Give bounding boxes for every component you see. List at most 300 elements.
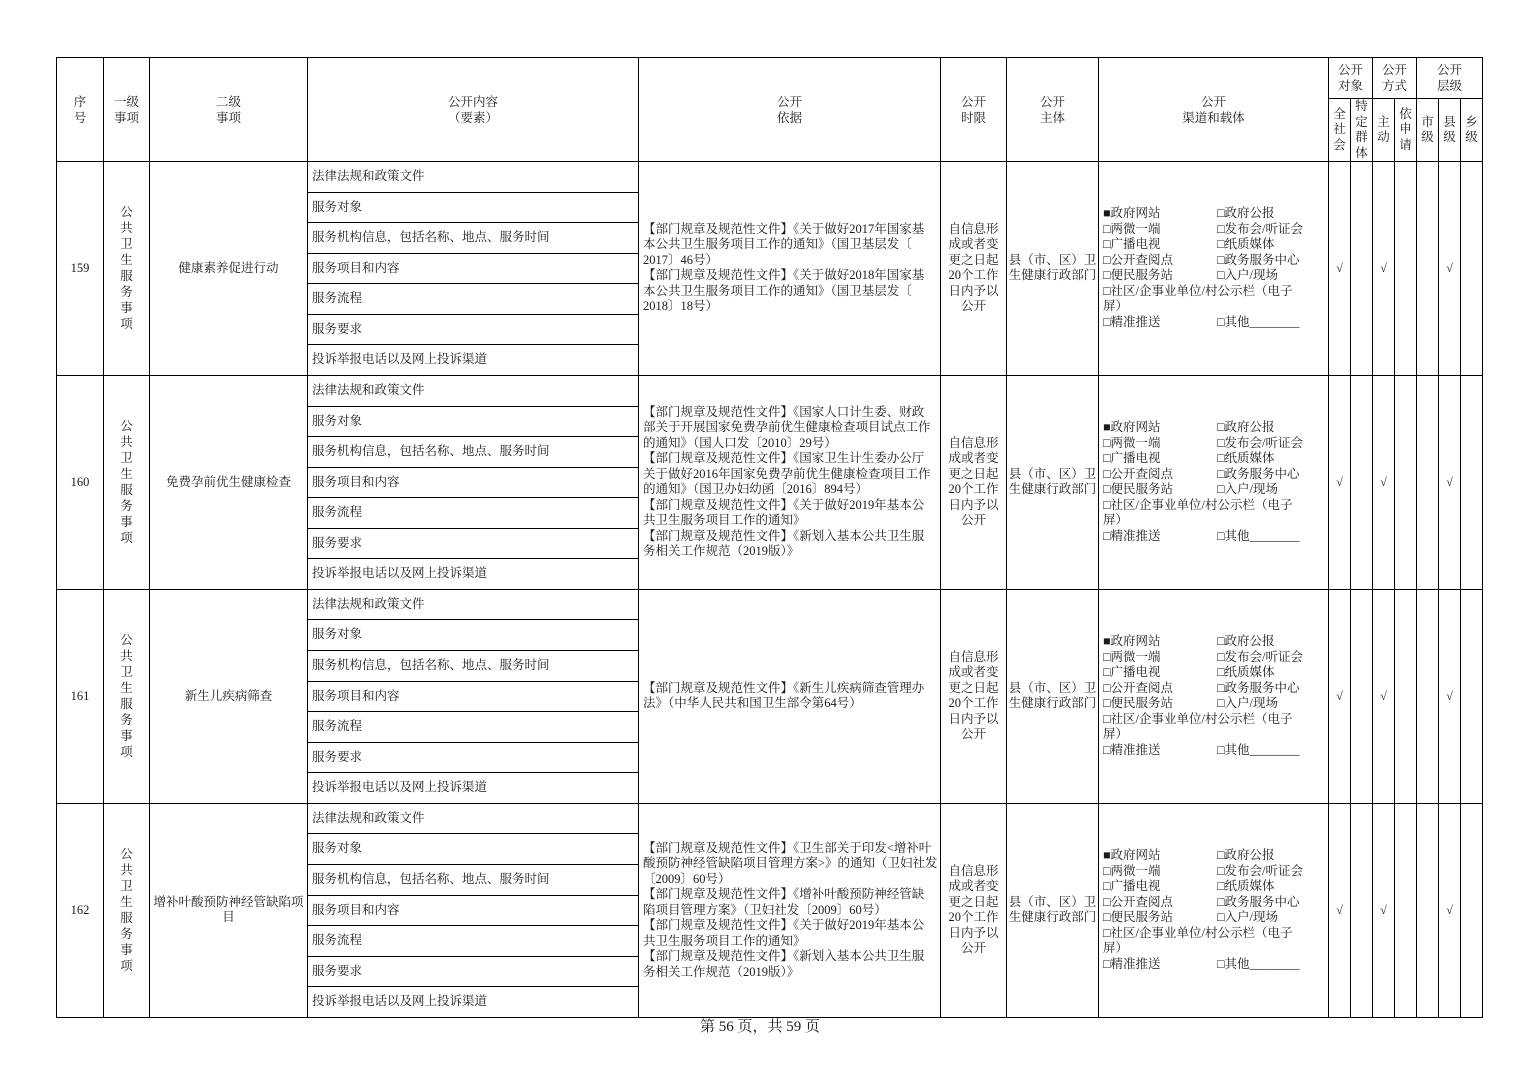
header-township-level xyxy=(1461,99,1483,162)
header-scope-line: 公开 xyxy=(1436,63,1462,77)
content-item xyxy=(308,498,639,529)
check-mark: √ xyxy=(1446,688,1453,703)
subject-line: 县（市、区）卫 xyxy=(1008,680,1097,695)
basis-cell xyxy=(639,804,941,1018)
content-item xyxy=(308,345,639,376)
basis-text-line: 【部门规章及规范性文件】《关于做好2019年基本公 xyxy=(643,497,925,512)
header-city-level xyxy=(1417,99,1439,162)
channel-option: □广播电视 xyxy=(1103,879,1161,894)
disclosure-table xyxy=(56,57,1483,1018)
channel-option: □政务服务中心 xyxy=(1217,466,1300,481)
channel-line xyxy=(1103,957,1300,973)
time-limit-line: 20个工作 xyxy=(948,482,999,497)
time-limit-line: 日内予以 xyxy=(948,283,999,298)
content-item xyxy=(308,743,639,774)
channel-option: □政务服务中心 xyxy=(1217,680,1300,695)
content-item-label: 服务项目和内容 xyxy=(312,260,400,275)
channel-option: 屏） xyxy=(1103,299,1129,314)
channel-option: □政府公报 xyxy=(1217,206,1275,221)
time-limit-cell xyxy=(941,804,1007,1018)
channel-option: □入户/现场 xyxy=(1217,268,1279,283)
header-seq-line: 号 xyxy=(73,110,87,125)
basis-text-line: 【部门规章及规范性文件】《卫生部关于印发<增补叶 xyxy=(643,840,932,855)
content-item xyxy=(308,193,639,224)
check-mark: √ xyxy=(1380,474,1387,489)
subject-line: 生健康行政部门 xyxy=(1008,482,1097,497)
content-item-label: 法律法规和政策文件 xyxy=(312,169,425,184)
basis-text-line: 部关于开展国家免费孕前优生健康检查项目试点工作 xyxy=(643,420,931,435)
basis-text-line: 关于做好2016年国家免费孕前优生健康检查项目工作 xyxy=(643,466,931,481)
channel-option: □政务服务中心 xyxy=(1217,894,1300,909)
channel-line xyxy=(1103,315,1300,331)
header-channel-line: 公开 xyxy=(1200,94,1226,109)
level1-label: 公共卫生服务事项 xyxy=(120,633,133,760)
header-target-group xyxy=(1329,58,1373,99)
channel-option: □两微一端 xyxy=(1103,435,1161,450)
channel-line xyxy=(1103,712,1293,728)
row-seq-number: 159 xyxy=(70,260,90,275)
content-item xyxy=(308,407,639,438)
header-scope-line: 层级 xyxy=(1436,79,1462,93)
content-item-label: 服务要求 xyxy=(312,963,363,978)
channel-line xyxy=(1103,253,1300,269)
header-content-line: 公开内容 xyxy=(447,94,498,109)
channel-line xyxy=(1103,436,1303,452)
channel-option: □其他________ xyxy=(1217,528,1300,543)
content-item-label: 服务要求 xyxy=(312,749,363,764)
content-item xyxy=(308,773,639,804)
header-method-line: 公开 xyxy=(1381,63,1407,77)
check-mark: √ xyxy=(1380,260,1387,275)
time-limit-line: 日内予以 xyxy=(948,711,999,726)
time-limit-line: 更之日起 xyxy=(948,894,999,909)
header-specific-group-label: 特定群体 xyxy=(1355,99,1368,160)
time-limit-line: 20个工作 xyxy=(948,268,999,283)
content-item-label: 服务对象 xyxy=(312,841,363,856)
basis-text-line: 【部门规章及规范性文件】《新生儿疾病筛查管理办 xyxy=(643,680,925,695)
channel-option: □便民服务站 xyxy=(1103,696,1174,711)
mark-on-request xyxy=(1395,162,1417,376)
channel-line xyxy=(1103,420,1275,436)
mark-active xyxy=(1373,162,1395,376)
level2-cell xyxy=(150,804,308,1018)
level1-cell xyxy=(104,590,150,804)
row-seq-cell xyxy=(57,804,104,1018)
channel-option: □精准推送 xyxy=(1103,742,1161,757)
content-item xyxy=(308,559,639,590)
check-mark: √ xyxy=(1336,688,1343,703)
content-item xyxy=(308,284,639,315)
basis-text-line: 务相关工作规范（2019版）》 xyxy=(643,544,800,559)
basis-text-line: 【部门规章及规范性文件】《关于做好2018年国家基 xyxy=(643,268,925,283)
level1-label: 公共卫生服务事项 xyxy=(120,419,133,546)
subject-line: 生健康行政部门 xyxy=(1008,696,1097,711)
header-city-level-label: 市级 xyxy=(1421,114,1434,144)
level2-label-line: 目 xyxy=(222,910,235,925)
level2-label-line: 健康素养促进行动 xyxy=(178,260,279,275)
content-item-label: 服务项目和内容 xyxy=(312,688,400,703)
header-channel xyxy=(1099,58,1329,162)
mark-all-society xyxy=(1329,162,1351,376)
header-time-limit-line: 时限 xyxy=(960,110,986,125)
channel-line xyxy=(1103,650,1303,666)
channel-line xyxy=(1103,727,1128,743)
basis-text-line: 的通知》（国人口发〔2010〕29号） xyxy=(643,435,837,450)
channel-option: □政务服务中心 xyxy=(1217,252,1300,267)
content-item xyxy=(308,223,639,254)
header-basis-line: 公开 xyxy=(776,94,802,109)
time-limit-cell xyxy=(941,162,1007,376)
channel-option: □便民服务站 xyxy=(1103,910,1174,925)
content-item xyxy=(308,712,639,743)
channel-line xyxy=(1103,910,1278,926)
level1-label: 公共卫生服务事项 xyxy=(120,847,133,974)
mark-county-level xyxy=(1439,590,1461,804)
subject-line: 县（市、区）卫 xyxy=(1008,252,1097,267)
mark-active xyxy=(1373,590,1395,804)
mark-township-level xyxy=(1461,590,1483,804)
channel-option: □入户/现场 xyxy=(1217,910,1279,925)
content-item xyxy=(308,987,639,1018)
header-township-level-label: 乡级 xyxy=(1465,114,1478,144)
level2-cell xyxy=(150,376,308,590)
page-footer: 第 56 页，共 59 页 xyxy=(699,1019,820,1035)
basis-cell xyxy=(639,162,941,376)
mark-county-level xyxy=(1439,376,1461,590)
mark-on-request xyxy=(1395,376,1417,590)
header-subject xyxy=(1007,58,1099,162)
channel-cell xyxy=(1099,162,1329,376)
header-level2-line: 事项 xyxy=(215,110,241,125)
header-basis xyxy=(639,58,941,162)
channel-option: ■政府网站 xyxy=(1103,848,1161,863)
header-seq-line: 序 xyxy=(73,94,87,109)
content-item xyxy=(308,590,639,621)
channel-option: □广播电视 xyxy=(1103,665,1161,680)
content-item-label: 投诉举报电话以及网上投诉渠道 xyxy=(312,566,488,581)
mark-all-society xyxy=(1329,804,1351,1018)
time-limit-line: 成或者变 xyxy=(948,879,999,894)
time-limit-line: 成或者变 xyxy=(948,665,999,680)
mark-township-level xyxy=(1461,804,1483,1018)
content-item xyxy=(308,529,639,560)
mark-city-level xyxy=(1417,162,1439,376)
mark-all-society xyxy=(1329,376,1351,590)
channel-option: ■政府网站 xyxy=(1103,420,1161,435)
channel-option: ■政府网站 xyxy=(1103,634,1161,649)
content-item-label: 服务项目和内容 xyxy=(312,902,400,917)
mark-township-level xyxy=(1461,376,1483,590)
channel-line xyxy=(1103,451,1275,467)
header-seq xyxy=(57,58,104,162)
channel-option: □其他________ xyxy=(1217,314,1300,329)
channel-line xyxy=(1103,284,1293,300)
time-limit-line: 公开 xyxy=(960,941,986,956)
channel-option: □入户/现场 xyxy=(1217,696,1279,711)
channel-line xyxy=(1103,268,1278,284)
header-content-line: （要素） xyxy=(447,110,498,125)
header-all-society xyxy=(1329,99,1351,162)
check-mark: √ xyxy=(1380,688,1387,703)
channel-option: □发布会/听证会 xyxy=(1217,863,1304,878)
channel-cell xyxy=(1099,590,1329,804)
time-limit-cell xyxy=(941,590,1007,804)
header-subject-line: 主体 xyxy=(1039,110,1065,125)
content-item-label: 法律法规和政策文件 xyxy=(312,810,425,825)
header-time-limit xyxy=(941,58,1007,162)
basis-text-line: 【部门规章及规范性文件】《增补叶酸预防神经管缺 xyxy=(643,887,925,902)
channel-line xyxy=(1103,665,1275,681)
subject-line: 生健康行政部门 xyxy=(1008,268,1097,283)
level1-cell xyxy=(104,376,150,590)
content-item-label: 服务流程 xyxy=(312,933,363,948)
mark-county-level xyxy=(1439,162,1461,376)
basis-cell xyxy=(639,376,941,590)
channel-line xyxy=(1103,895,1300,911)
content-item-label: 投诉举报电话以及网上投诉渠道 xyxy=(312,780,488,795)
mark-specific-group xyxy=(1351,590,1373,804)
channel-option: □公开查阅点 xyxy=(1103,680,1174,695)
header-time-limit-line: 公开 xyxy=(960,94,986,109)
channel-line xyxy=(1103,941,1128,957)
channel-option: □社区/企事业单位/村公示栏（电子 xyxy=(1103,283,1293,298)
channel-line xyxy=(1103,634,1275,650)
channel-line xyxy=(1103,513,1128,529)
channel-line xyxy=(1103,926,1293,942)
channel-line xyxy=(1103,848,1275,864)
header-method-group xyxy=(1373,58,1417,99)
channel-option: □两微一端 xyxy=(1103,649,1161,664)
channel-option: □广播电视 xyxy=(1103,451,1161,466)
check-mark: √ xyxy=(1446,260,1453,275)
content-item xyxy=(308,254,639,285)
header-scope-group xyxy=(1417,58,1483,99)
content-item-label: 服务对象 xyxy=(312,413,363,428)
basis-text-line: 2017〕46号） xyxy=(643,252,719,267)
basis-text-line: 务相关工作规范（2019版）》 xyxy=(643,964,800,979)
header-level2-line: 二级 xyxy=(215,94,241,109)
header-target-line: 公开 xyxy=(1337,63,1363,77)
basis-text-line: 【部门规章及规范性文件】《关于做好2017年国家基 xyxy=(643,221,925,236)
time-limit-line: 自信息形 xyxy=(948,649,999,664)
basis-text-line: 2018〕18号） xyxy=(643,299,719,314)
channel-line xyxy=(1103,222,1303,238)
header-basis-line: 依据 xyxy=(776,110,802,125)
basis-text-line: 本公共卫生服务项目工作的通知》（国卫基层发〔 xyxy=(643,283,912,298)
level2-cell xyxy=(150,590,308,804)
mark-township-level xyxy=(1461,162,1483,376)
time-limit-cell xyxy=(941,376,1007,590)
channel-option: □广播电视 xyxy=(1103,237,1161,252)
basis-text-line: 酸预防神经管缺陷项目管理方案>》的通知（卫妇社发 xyxy=(643,856,938,871)
channel-option: □纸质媒体 xyxy=(1217,879,1275,894)
content-item xyxy=(308,865,639,896)
level2-label-line: 新生儿疾病筛查 xyxy=(184,688,273,703)
content-item-label: 法律法规和政策文件 xyxy=(312,382,425,397)
level1-cell xyxy=(104,162,150,376)
channel-line xyxy=(1103,467,1300,483)
content-item-label: 服务流程 xyxy=(312,505,363,520)
subject-line: 县（市、区）卫 xyxy=(1008,894,1097,909)
content-item xyxy=(308,896,639,927)
content-item xyxy=(308,315,639,346)
channel-line xyxy=(1103,299,1128,315)
mark-on-request xyxy=(1395,590,1417,804)
mark-city-level xyxy=(1417,590,1439,804)
time-limit-line: 20个工作 xyxy=(948,910,999,925)
check-mark: √ xyxy=(1336,902,1343,917)
check-mark: √ xyxy=(1446,902,1453,917)
mark-city-level xyxy=(1417,804,1439,1018)
mark-specific-group xyxy=(1351,376,1373,590)
mark-specific-group xyxy=(1351,804,1373,1018)
row-seq-cell xyxy=(57,162,104,376)
channel-option: □发布会/听证会 xyxy=(1217,435,1304,450)
channel-option: □其他________ xyxy=(1217,956,1300,971)
basis-text-line: 【部门规章及规范性文件】《国家人口计生委、财政 xyxy=(643,404,925,419)
header-level2 xyxy=(150,58,308,162)
channel-option: □发布会/听证会 xyxy=(1217,649,1304,664)
channel-line xyxy=(1103,743,1300,759)
basis-text-line: 【部门规章及规范性文件】《关于做好2019年基本公 xyxy=(643,918,925,933)
header-level1-line: 事项 xyxy=(113,110,139,125)
channel-line xyxy=(1103,864,1303,880)
content-item-label: 服务对象 xyxy=(312,627,363,642)
channel-option: □政府公报 xyxy=(1217,634,1275,649)
header-specific-group xyxy=(1351,99,1373,162)
mark-city-level xyxy=(1417,376,1439,590)
header-level1-line: 一级 xyxy=(113,94,139,109)
subject-line: 生健康行政部门 xyxy=(1008,910,1097,925)
content-item xyxy=(308,651,639,682)
content-item xyxy=(308,682,639,713)
content-item-label: 服务要求 xyxy=(312,321,363,336)
mark-county-level xyxy=(1439,804,1461,1018)
channel-option: □社区/企事业单位/村公示栏（电子 xyxy=(1103,497,1293,512)
content-item xyxy=(308,804,639,835)
header-active-label: 主动 xyxy=(1377,114,1390,144)
content-item-label: 服务机构信息，包括名称、地点、服务时间 xyxy=(312,871,550,886)
level2-cell xyxy=(150,162,308,376)
level1-cell xyxy=(104,804,150,1018)
level1-label: 公共卫生服务事项 xyxy=(120,205,133,332)
basis-text-line: 陷项目管理方案》（卫妇社发〔2009〕60号） xyxy=(643,902,887,917)
channel-option: □社区/企事业单位/村公示栏（电子 xyxy=(1103,711,1293,726)
subject-cell xyxy=(1007,590,1099,804)
header-county-level-label: 县级 xyxy=(1443,114,1456,144)
row-seq-number: 161 xyxy=(70,688,90,703)
channel-option: □精准推送 xyxy=(1103,528,1161,543)
channel-option: □发布会/听证会 xyxy=(1217,221,1304,236)
header-active xyxy=(1373,99,1395,162)
content-item-label: 投诉举报电话以及网上投诉渠道 xyxy=(312,352,488,367)
content-item-label: 服务对象 xyxy=(312,199,363,214)
basis-text-line: 【部门规章及规范性文件】《新划入基本公共卫生服 xyxy=(643,949,925,964)
mark-on-request xyxy=(1395,804,1417,1018)
basis-text-line: 的通知》（国卫办妇幼函〔2016〕894号） xyxy=(643,482,869,497)
header-target-line: 对象 xyxy=(1337,79,1363,93)
header-on-request xyxy=(1395,99,1417,162)
time-limit-line: 更之日起 xyxy=(948,252,999,267)
content-item-label: 服务机构信息，包括名称、地点、服务时间 xyxy=(312,230,550,245)
subject-cell xyxy=(1007,376,1099,590)
mark-specific-group xyxy=(1351,162,1373,376)
header-content xyxy=(308,58,639,162)
channel-option: □公开查阅点 xyxy=(1103,252,1174,267)
time-limit-line: 日内予以 xyxy=(948,497,999,512)
time-limit-line: 自信息形 xyxy=(948,435,999,450)
content-item-label: 服务机构信息，包括名称、地点、服务时间 xyxy=(312,444,550,459)
channel-line xyxy=(1103,696,1278,712)
row-seq-number: 160 xyxy=(70,474,90,489)
header-method-line: 方式 xyxy=(1381,79,1407,93)
channel-line xyxy=(1103,879,1275,895)
time-limit-line: 成或者变 xyxy=(948,237,999,252)
channel-line xyxy=(1103,482,1278,498)
check-mark: √ xyxy=(1336,260,1343,275)
channel-option: □便民服务站 xyxy=(1103,268,1174,283)
channel-option: □便民服务站 xyxy=(1103,482,1174,497)
basis-text-line: 〔2009〕60号） xyxy=(643,871,731,886)
subject-cell xyxy=(1007,804,1099,1018)
time-limit-line: 20个工作 xyxy=(948,696,999,711)
header-county-level xyxy=(1439,99,1461,162)
channel-option: □两微一端 xyxy=(1103,221,1161,236)
subject-cell xyxy=(1007,162,1099,376)
time-limit-line: 日内予以 xyxy=(948,925,999,940)
content-item-label: 服务项目和内容 xyxy=(312,474,400,489)
channel-option: □政府公报 xyxy=(1217,420,1275,435)
content-item xyxy=(308,376,639,407)
channel-option: □其他________ xyxy=(1217,742,1300,757)
channel-option: □精准推送 xyxy=(1103,956,1161,971)
content-item-label: 服务流程 xyxy=(312,291,363,306)
mark-active xyxy=(1373,376,1395,590)
mark-all-society xyxy=(1329,590,1351,804)
channel-option: □两微一端 xyxy=(1103,863,1161,878)
channel-line xyxy=(1103,681,1300,697)
basis-text-line: 【部门规章及规范性文件】《国家卫生计生委办公厅 xyxy=(643,451,925,466)
time-limit-line: 自信息形 xyxy=(948,221,999,236)
channel-option: 屏） xyxy=(1103,727,1129,742)
channel-option: □纸质媒体 xyxy=(1217,237,1275,252)
channel-option: ■政府网站 xyxy=(1103,206,1161,221)
basis-text-line: 共卫生服务项目工作的通知》 xyxy=(643,513,806,528)
header-all-society-label: 全社会 xyxy=(1333,106,1346,152)
time-limit-line: 成或者变 xyxy=(948,451,999,466)
time-limit-line: 公开 xyxy=(960,513,986,528)
channel-option: □纸质媒体 xyxy=(1217,451,1275,466)
time-limit-line: 公开 xyxy=(960,299,986,314)
content-item xyxy=(308,957,639,988)
time-limit-line: 自信息形 xyxy=(948,863,999,878)
channel-option: 屏） xyxy=(1103,513,1129,528)
basis-cell xyxy=(639,590,941,804)
mark-active xyxy=(1373,804,1395,1018)
basis-text-line: 共卫生服务项目工作的通知》 xyxy=(643,933,806,948)
channel-line xyxy=(1103,206,1275,222)
check-mark: √ xyxy=(1446,474,1453,489)
content-item xyxy=(308,162,639,193)
content-item xyxy=(308,437,639,468)
header-subject-line: 公开 xyxy=(1039,94,1065,109)
level2-label-line: 增补叶酸预防神经管缺陷项 xyxy=(153,894,304,909)
content-item xyxy=(308,468,639,499)
header-on-request-label: 依申请 xyxy=(1399,106,1412,152)
row-seq-cell xyxy=(57,376,104,590)
content-item-label: 投诉举报电话以及网上投诉渠道 xyxy=(312,994,488,1009)
time-limit-line: 更之日起 xyxy=(948,680,999,695)
